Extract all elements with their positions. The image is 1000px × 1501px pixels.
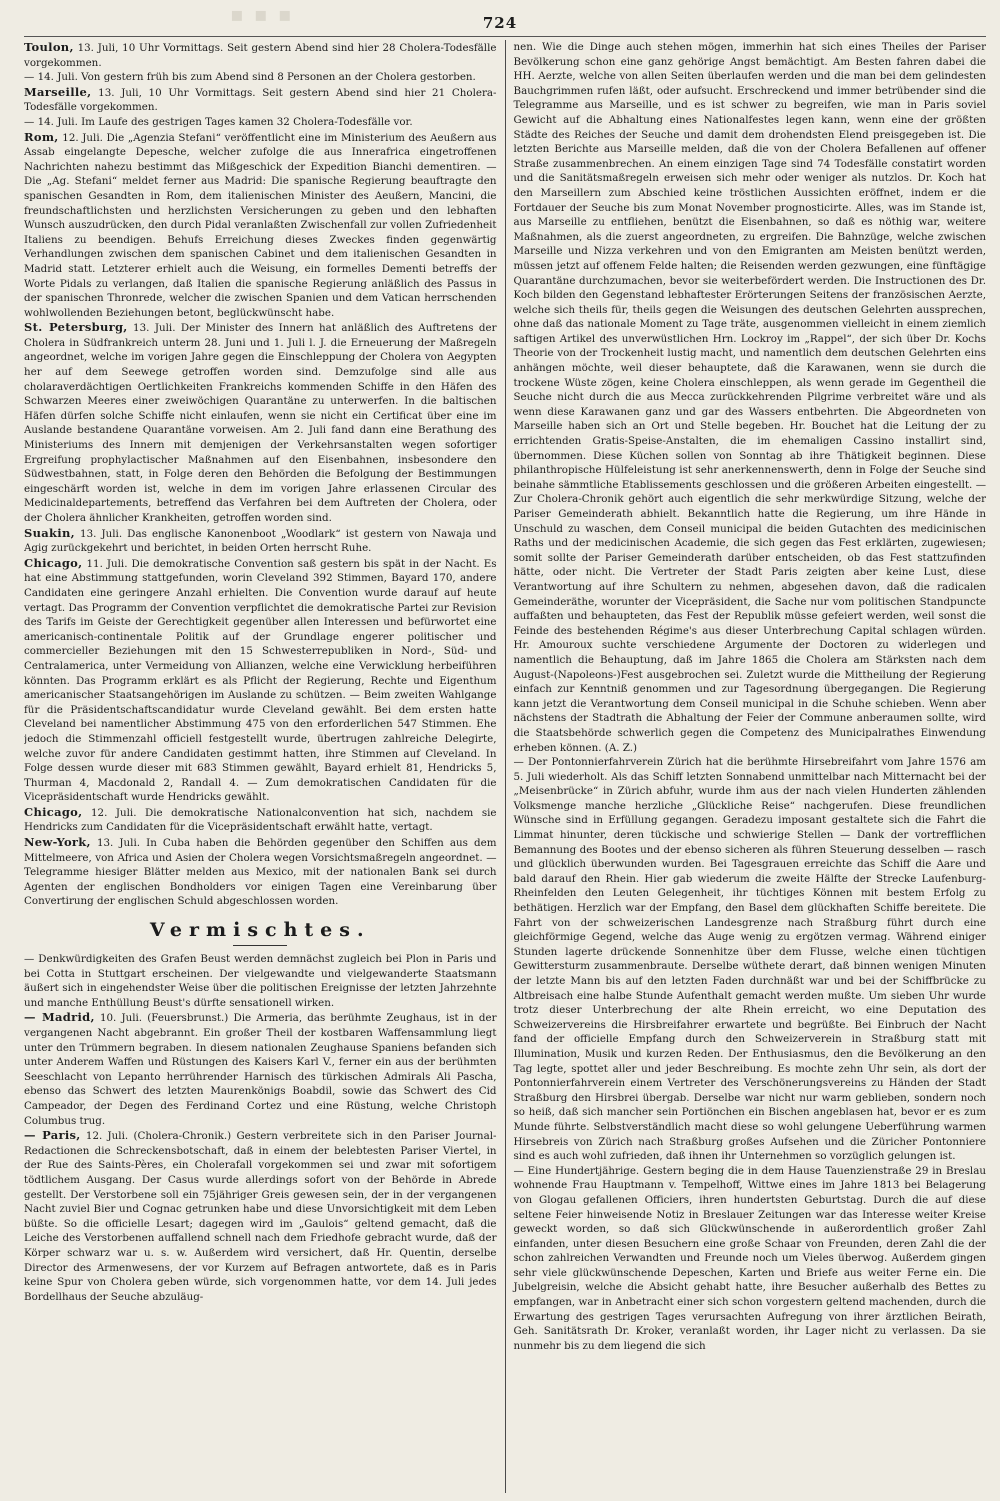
- article-dateline: Rom,: [24, 129, 59, 144]
- article-text: 11. Juli. Die demokratische Convention saß gestern bis spät in der Nacht. Es hat eine Abstimmung stattgefunden, worin Cleveland 392 Stimmen, Bayard 170, andere Candidaten eine geringere Anzahl erhielten. Die Convention wurde darauf auf heute vertagt. Das Programm der Convention verpflichtet die demokratische Partei zur Revision des Tarifs im Geiste der Gerechtigkeit gegenüber allen Interessen und befürwortet eine americanisch-continentale Politik auf der Grundlage engerer politischer und commercieller Beziehungen mit den 15 Schwesterrepubliken in Nord-, Süd- und Centralamerica, unter Vermeidung von Allianzen, welche eine Verwicklung herbeiführen könnten. Das Programm erklärt es als Pflicht der Regierung, Rechte und Eigenthum americanischer Staatsangehörigen im Auslande zu schützen. — Beim zweiten Wahlgange für die Präsidentschaftscandidatur wurde Cleveland gewählt. Bei dem ersten hatte Cleveland bei namentlicher Abstimmung 475 von den erforderlichen 547 Stimmen. Ehe jedoch die Stimmenzahl officiell festgestellt wurde, übertrugen zahlreiche Delegirte, welche zuvor für andere Candidaten gestimmt hatten, ihre Stimmen auf Cleveland. In Folge dessen wurde dieser mit 683 Stimmen gewählt, Bayard erhielt 81, Hendricks 5, Thurman 4, Macdonald 2, Randall 4. — Zum demokratischen Candidaten für die Vicepräsidentschaft wurde Hendricks gewählt.: [24, 557, 497, 804]
- right-column: [506, 40, 987, 1493]
- right-articles: [514, 40, 987, 1353]
- article-dateline: — Paris,: [24, 1128, 81, 1143]
- article-paragraph: [24, 526, 497, 556]
- article-text: nen. Wie die Dinge auch stehen mögen, immerhin hat sich eines Theiles der Pariser Bevölkerung schon eine ganz gehörige Angst bemächtigt. Am Besten fahren dabei die HH. Aerzte, welche von allen Seiten überlaufen werden und die man bei dem gelindesten Bauchgrimmen rufen läßt, oder aufsucht. Erschreckend und immer betrübender sind die Telegramme aus Marseille, und es ist schwer zu begreifen, wie man in Paris soviel Gewicht auf die Abhaltung eines Nationalfestes legen kann, wenn eine der größten Städte des Reiches der Seuche und damit dem drohendsten Elend preisgegeben ist. Die letzten Berichte aus Marseille melden, daß die von der Cholera Befallenen auf offener Straße zusammenbrechen. An einem einzigen Tage sind 74 Todesfälle constatirt worden und die Sanitätsmaßregeln erweisen sich mehr oder weniger als nutzlos. Dr. Koch hat den Marseillern zum Abschied keine tröstlichen Aussichten eröffnet, indem er die Fortdauer der Seuche bis zum Monat November prognosticirte. Alles, was im Stande ist, aus Marseille zu entfliehen, benützt die Eisenbahnen, so daß es nöthig war, weitere Maßnahmen, als die zuerst angeordneten, zu ergreifen. Die Bahnzüge, welche zwischen Marseille und Nizza verkehren und von den Emigranten am Meisten benützt werden, müssen jetzt auf offenem Felde halten; die Reisenden werden gezwungen, eine fünftägige Quarantäne durchzumachen, bevor sie weiterbefördert werden. Die Instructionen des Dr. Koch bilden den Gegenstand lebhaftester Erörterungen Seitens der französischen Aerzte, welche sich theils für, theils gegen die Weisungen des deutschen Gelehrten aussprechen, ohne daß das nationale Moment zu Tage träte, ausgenommen vielleicht in einem ziemlich saftigen Artikel des unverwüstlichen Hrn. Lockroy im „Rappel“, der sich über Dr. Kochs Theorie von der Trockenheit lustig macht, und namentlich dem deutschen Gelehrten eins anhängen möchte, weil dieser behauptete, daß die Karawanen, wenn sie durch die trockene Wüste zögen, keine Cholera einschleppen, als wenn gerade im Gegentheil die Seuche nicht durch die aus Mecca zurückkehrenden Pilgrime verbreitet wäre und als wenn diese Karawanen ganz und gar des Wassers entbehrten. Die Abgeordneten von Marseille haben sich an Ort und Stelle begeben. Hr. Bouchet hat die Leitung der zu errichtenden Gratis-Speise-Anstalten, die im ehemaligen Cassino installirt sind, übernommen. Diese Küchen sollen von Sonntag ab ihre Thätigkeit beginnen. Diese philanthropische Hülfeleistung ist sehr anerkennenswerth, denn in Folge der Seuche sind beinahe sämmtliche Etablissements geschlossen und die größeren Arbeiten eingestellt. — Zur Cholera-Chronik gehört auch eigentlich die sehr merkwürdige Sitzung, welche der Pariser Gemeinderath abhielt. Bekanntlich hatte die Regierung, um ihre Hände in Unschuld zu waschen, dem Conseil municipal die beiden Gutachten des medicinischen Raths und der medicinischen Academie, die sich gegen das Fest erklärten, zugewiesen; somit sollte der Pariser Gemeinderath darüber entscheiden, ob das Fest stattzufinden hätte, oder nicht. Die Vertreter der Stadt Paris zeigten aber keine Lust, diese Verantwortung auf ihre Schultern zu nehmen, abgesehen davon, daß die radicalen Gemeinderäthe, worunter der Vicepräsident, die Sache nur vom politischen Standpuncte auffaßten und behaupteten, das Fest der Republik müsse gefeiert werden, weil sonst die Feinde des bestehenden Régime's aus dieser Unterbrechung Capital schlagen würden. Hr. Amouroux suchte verschiedene Argumente der Doctoren zu widerlegen und namentlich die Behauptung, daß im Jahre 1865 die Cholera am Stärksten nach dem August-(Napoleons-)Fest ausgebrochen sei. Zuletzt wurde die Mittheilung der Regierung einfach zur Kenntniß genommen und zur Tagesordnung übergegangen. Die Regierung kann jetzt die Verantwortung dem Conseil municipal in die Schuhe schieben. Wenn aber nächstens der Stadtrath die Abhaltung der Feier der Commune anberaumen sollte, wird die Staatsbehörde schwerlich gegen die Competenz des Municipalrathes Einwendung erheben können. (A. Z.): [513, 41, 986, 754]
- article-dateline: — Madrid,: [24, 1010, 95, 1025]
- article-dateline: Marseille,: [24, 84, 92, 99]
- article-text: 13. Juli, 10 Uhr Vormittags. Seit gestern Abend sind hier 21 Cholera-Todesfälle vorgekommen.: [24, 86, 497, 114]
- left-column: [24, 40, 505, 1493]
- article-text: 12. Juli. Die demokratische Nationalconvention hat sich, nachdem sie Hendricks zum Candidaten für die Vicepräsidentschaft erwählt hatte, vertagt.: [24, 806, 497, 834]
- article-paragraph: [514, 1164, 987, 1354]
- article-text: — Der Pontonnierfahrverein Zürich hat die berühmte Hirsebreifahrt vom Jahre 1576 am 5. Juli wiederholt. Als das Schiff letzten Sonnabend unmittelbar nach Mitternacht bei der „Meisenbrücke“ in Zürich abfuhr, wurde ihm aus der nach vielen Hunderten zählenden Volksmenge manche herzliche „Glückliche Reise“ nachgerufen. Diese freundlichen Wünsche sind in Erfüllung gegangen. Geradezu imposant gestaltete sich die Fahrt die Limmat hinunter, deren tückische und schwierige Stellen — Dank der vortrefflichen Bemannung des Bootes und der ebenso sicheren als führen Steuerung desselben — rasch und glücklich überwunden wurden. Bei Tagesgrauen erreichte das Schiff die Aare und bald darauf den Rhein. Hier gab wiederum die zweite Hälfte der Strecke Laufenburg-Rheinfelden den Leuten Gelegenheit, ihr tüchtiges Können mit bestem Erfolg zu bethätigen. Herzlich war der Empfang, den Basel dem glückhaften Schiffe bereitete. Die Fahrt von der schweizerischen Landesgrenze nach Straßburg führt durch eine gleichförmige Gegend, welche das Auge wenig zu ergötzen vermag. Während einiger Stunden lagerte drückende Sonnenhitze über dem Flusse, welche einen tüchtigen Gewittersturm zusammenbraute. Derselbe wüthete derart, daß binnen wenigen Minuten der letzte Mann bis auf den letzten Faden durchnäßt war und bei der Schiffbrücke zu Altbreisach eine halbe Stunde Aufenthalt gemacht werden mußte. Um sieben Uhr wurde trotz dieser Unterbrechung der alte Rhein erreicht, wo eine Deputation des Schweizervereins die Hirsbreifahrer erwartete und begrüßte. Bei Einbruch der Nacht fand der officielle Empfang durch den Schweizerverein in Straßburg statt mit Illumination, Musik und kurzen Reden. Der Enthusiasmus, den die Bevölkerung an den Tag legte, spottet aller und jeder Beschreibung. Es mochte zehn Uhr sein, als dort der Pontonnierfahrverein einem Vertreter des Verschönerungsvereins zu Händen der Stadt Straßburg den Hirsbrei übergab. Derselbe war nicht nur warm geblieben, sondern noch so heiß, daß sich mancher sein Portiönchen ein Bischen angeblasen hat, bevor er es zum Munde führte. Selbstverständlich macht diese so wohl gelungene Ueberführung warmen Hirsebreis von Zürich nach Straßburg großes Aufsehen und die Züricher Pontonniere sind es auch wohl zufrieden, daß ihnen ihr Unternehmen so vorzüglich gelungen ist.: [513, 756, 986, 1163]
- article-paragraph: [514, 755, 987, 1164]
- article-text: — 14. Juli. Im Laufe des gestrigen Tages kamen 32 Cholera-Todesfälle vor.: [24, 115, 413, 128]
- article-dateline: St. Petersburg,: [24, 320, 128, 335]
- article-dateline: New-York,: [24, 835, 91, 850]
- article-text: 13. Juli. Das englische Kanonenboot „Woodlark“ ist gestern von Nawaja und Agig zurückgekehrt und berichtet, in beiden Orten herrscht Ruhe.: [24, 527, 497, 555]
- article-text: 13. Juli. Der Minister des Innern hat anläßlich des Auftretens der Cholera in Südfrankreich unterm 28. Juni und 1. Juli l. J. die Erneuerung der Maßregeln angeordnet, welche im vorigen Jahre gegen die Einschleppung der Cholera von Aegypten her auf dem Seewege getroffen worden sind. Demzufolge sind alle aus cholaraverdächtigen Oertlichkeiten Frankreichs kommenden Schiffe in den Häfen des Schwarzen Meeres einer zweiwöchigen Quarantäne zu unterwerfen. In die baltischen Häfen dürfen solche Schiffe nicht einlaufen, wenn sie nicht ein Certificat über eine im Auslande bestandene Quarantäne vorweisen. Am 2. Juli fand dann eine Berathung des Ministeriums des Innern mit demjenigen der Verkehrsanstalten wegen sofortiger Ergreifung prophylactischer Maßnahmen auf den Eisenbahnen, insbesondere den Südwestbahnen, statt, in Folge deren den Behörden die Befolgung der Bestimmungen eingeschärft worden ist, welche in dem im vorigen Jahre erlassenen Circular des Medicinaldepartements, betreffend das Verfahren bei dem Auftreten der Cholera, oder der Cholera ähnlicher Krankheiten, getroffen worden sind.: [24, 322, 497, 524]
- article-paragraph: [24, 85, 497, 115]
- article-paragraph: [24, 70, 497, 85]
- article-text: 13. Juli, 10 Uhr Vormittags. Seit gestern Abend sind hier 28 Cholera-Todesfälle vorgekommen.: [24, 42, 497, 69]
- article-dateline: Toulon,: [24, 40, 74, 54]
- text-columns: [24, 40, 986, 1493]
- article-text: 12. Juli. Die „Agenzia Stefani“ veröffentlicht eine im Ministerium des Aeußern aus Assab eingelangte Depesche, welcher zufolge die aus Innerafrica eingetroffenen Nachrichten nahezu bestimmt das Mißgeschick der Expedition Bianchi dementiren. — Die „Ag. Stefani“ meldet ferner aus Madrid: Die spanische Regierung beauftragte den spanischen Gesandten in Rom, dem italienischen Minister des Aeußern, Mancini, die freundschaftlichsten und herzlichsten Versicherungen zu geben und den lebhaften Wunsch auszudrücken, den durch Pidal veranlaßten Zwischenfall zur vollen Zufriedenheit Italiens zu beendigen. Behufs Erreichung dieses Zweckes finden gegenwärtig Verhandlungen zwischen dem spanischen Cabinet und dem italienischen Gesandten in Madrid statt. Letzterer erhielt auch die Weisung, ein formelles Dementi betreffs der Worte Pidals zu verlangen, daß Italien die spanische Regierung anläßlich des Passus in der spanischen Thronrede, welcher die zwischen Spanien und dem Vatican herrschenden wohlwollenden Beziehungen betont, beglückwünscht habe.: [24, 131, 497, 319]
- article-paragraph: [24, 835, 497, 909]
- article-paragraph: [24, 1010, 497, 1128]
- left-misc-articles: [24, 952, 497, 1304]
- article-text: 10. Juli. (Feuersbrunst.) Die Armeria, das berühmte Zeughaus, ist in der vergangenen Nacht abgebrannt. Ein großer Theil der kostbaren Waffensammlung liegt unter den Trümmern begraben. In diesem nationalen Zeughause Spaniens befanden sich unter Anderem Waffen und Rüstungen des Kaisers Karl V., ferner ein aus der berühmten Seeschlacht von Lepanto herrührender Harnisch des türkischen Admirals Ali Pascha, ebenso das Schwert des letzten Maurenkönigs Boabdil, sowie das Schwert des Cid Campeador, der Degen des Ferdinand Cortez und eine Rüstung, welche Christoph Columbus trug.: [24, 1012, 497, 1127]
- left-news-articles: [24, 40, 497, 909]
- article-paragraph: [24, 320, 497, 525]
- section-heading-rule: [233, 945, 287, 946]
- article-paragraph: [24, 130, 497, 321]
- article-dateline: Suakin,: [24, 525, 75, 540]
- section-heading: Vermischtes.: [149, 919, 371, 942]
- article-text: 12. Juli. (Cholera-Chronik.) Gestern verbreitete sich in den Pariser Journal-Redactionen die Schreckensbotschaft, daß in einem der belebtesten Pariser Viertel, in der Rue des Saints-Pères, ein Cholerafall vorgekommen sei und zwar mit sofortigem tödtlichem Ausgang. Der Casus wurde allerdings sofort von der Behörde in Abrede gestellt. Der Verstorbene soll ein 75jähriger Greis gewesen sein, der in der vergangenen Nacht zuviel Bier und Cognac getrunken habe und diese Unvorsichtigkeit mit dem Leben büßte. So die officielle Lesart; dagegen wird im „Gaulois“ geltend gemacht, daß die Leiche des Verstorbenen auffallend schnell nach dem Friedhofe gebracht wurde, daß der Körper schwarz war u. s. w. Außerdem wird versichert, daß Hr. Quentin, derselbe Director des Armenwesens, der vor Kurzem auf Befragen antwortete, daß es in Paris keine Spur von Cholera geben würde, sich vorgenommen hatte, vor dem 14. Juli jedes Bordellhaus der Seuche abzuläug-: [24, 1130, 497, 1303]
- article-paragraph: [24, 115, 497, 130]
- article-paragraph: [24, 952, 497, 1010]
- article-dateline: Chicago,: [24, 804, 83, 819]
- article-paragraph: [514, 40, 987, 755]
- article-text: — Eine Hundertjährige. Gestern beging die in dem Hause Tauenzienstraße 29 in Breslau wohnende Frau Hauptmann v. Tempelhoff, Wittwe eines im Jahre 1813 bei Belagerung von Glogau gefallenen Officiers, ihren hundertsten Geburtstag. Durch die auf diese seltene Feier hinweisende Notiz in Breslauer Zeitungen war das Interesse weiter Kreise geweckt worden, so daß sich Glückwünschende in außerordentlich großer Zahl einfanden, unter diesen Besuchern eine große Schaar von Freunden, deren Zahl die der schon zahlreichen Verwandten und Freunde noch um Vieles überwog. Außerdem gingen sehr viele glückwünschende Depeschen, Karten und Briefe aus weiter Ferne ein. Die Jubelgreisin, welche die Absicht gehabt hatte, ihre Besucher außerhalb des Bettes zu empfangen, war in Anbetracht einer sich schon vorgestern geltend machenden, durch die Erwartung des gestrigen Tages verursachten Aufregung von ihrer ärztlichen Beirath, Geh. Sanitätsrath Dr. Kroker, veranlaßt worden, ihr Lager nicht zu verlassen. Da sie nunmehr bis zu dem liegend die sich: [513, 1164, 986, 1352]
- article-paragraph: [24, 805, 497, 835]
- article-text: — 14. Juli. Von gestern früh bis zum Abend sind 8 Personen an der Cholera gestorben.: [24, 71, 476, 84]
- article-paragraph: [24, 556, 497, 805]
- article-text: — Denkwürdigkeiten des Grafen Beust werden demnächst zugleich bei Plon in Paris und bei Cotta in Stuttgart erscheinen. Der vielgewandte und vielgewanderte Staatsmann äußert sich in eingehendster Weise über die politischen Ereignisse der letzten Jahrzehnte und manche Enthüllung Beust's dürfte sensationell wirken.: [24, 953, 497, 1009]
- article-paragraph: [24, 1128, 497, 1304]
- page-number: 724: [482, 14, 518, 32]
- faded-stamp-left: ▪ ▪ ▪: [230, 2, 294, 26]
- header-rule: [24, 36, 986, 37]
- article-text: 13. Juli. In Cuba haben die Behörden gegenüber den Schiffen aus dem Mittelmeere, von Africa und Asien der Cholera wegen Vorsichtsmaßregeln angeordnet. — Telegramme hiesiger Blätter melden aus Mexico, mit der nationalen Bank sei durch Agenten der englischen Bondholders vor einigen Tagen eine Vereinbarung über Convertirung der englischen Schuld abgeschlossen worden.: [24, 837, 497, 908]
- article-dateline: Chicago,: [24, 555, 83, 570]
- article-paragraph: [24, 40, 497, 70]
